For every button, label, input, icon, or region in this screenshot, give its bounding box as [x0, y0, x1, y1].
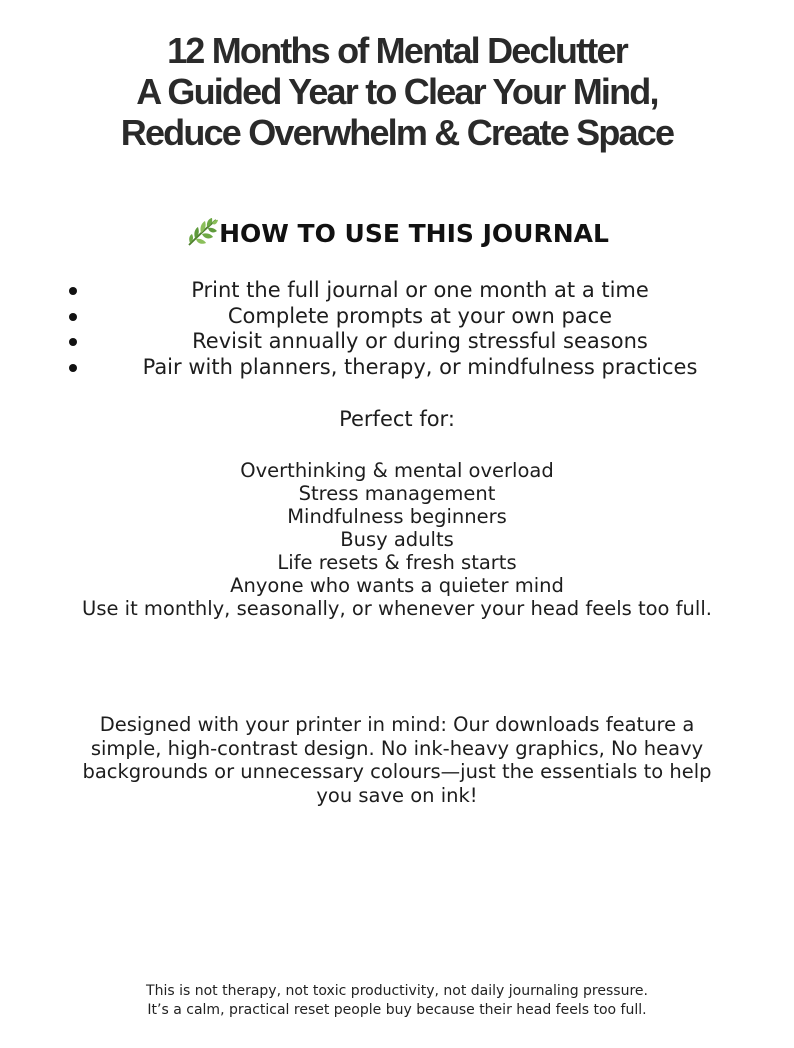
list-item: Use it monthly, seasonally, or whenever your head feels too full. [82, 597, 712, 620]
printer-note-line: simple, high-contrast design. No ink-heavy graphics, No heavy [90, 736, 704, 760]
bullet-icon [69, 287, 77, 295]
title-line-2: A Guided Year to Clear Your Mind, [136, 71, 658, 112]
step-text: Revisit annually or during stressful seasons [192, 329, 648, 353]
list-item: Stress management [298, 482, 496, 505]
how-to-steps [0, 278, 794, 380]
printer-note-line: Designed with your printer in mind: Our downloads feature a [99, 713, 695, 736]
printer-note-line: you save on ink! [316, 783, 478, 807]
title-line-3: Reduce Overwhelm & Create Space [120, 112, 674, 153]
title-line-1: 12 Months of Mental Declutter [167, 30, 627, 71]
how-to-heading-text: HOW TO USE THIS JOURNAL [219, 219, 609, 248]
printer-note [40, 713, 754, 807]
list-item: Busy adults [340, 528, 454, 551]
list-item [0, 304, 794, 330]
list-item: Life resets & fresh starts [277, 551, 517, 574]
perfect-for-list [0, 459, 794, 620]
bullet-icon [69, 338, 77, 346]
leaf-icon [185, 217, 219, 247]
footer-line-2: It’s a calm, practical reset people buy because their head feels too full. [147, 1002, 647, 1018]
footer-note [0, 982, 794, 1020]
step-text: Print the full journal or one month at a time [191, 278, 649, 302]
list-item: Overthinking & mental overload [240, 459, 554, 482]
how-to-heading [0, 217, 794, 251]
step-text: Pair with planners, therapy, or mindfulness practices [142, 354, 698, 379]
bullet-icon [69, 313, 77, 321]
bullet-icon [69, 364, 77, 372]
page-title [0, 30, 794, 153]
list-item: Anyone who wants a quieter mind [230, 574, 564, 597]
printer-note-line: backgrounds or unnecessary colours—just the essentials to help [82, 760, 712, 783]
list-item [0, 278, 794, 304]
list-item [0, 329, 794, 355]
list-item: Mindfulness beginners [287, 505, 507, 528]
step-text: Complete prompts at your own pace [227, 303, 613, 328]
footer-line-1: This is not therapy, not toxic productivity, not daily journaling pressure. [146, 983, 648, 999]
perfect-for-heading: Perfect for: [339, 407, 455, 431]
list-item [0, 355, 794, 381]
